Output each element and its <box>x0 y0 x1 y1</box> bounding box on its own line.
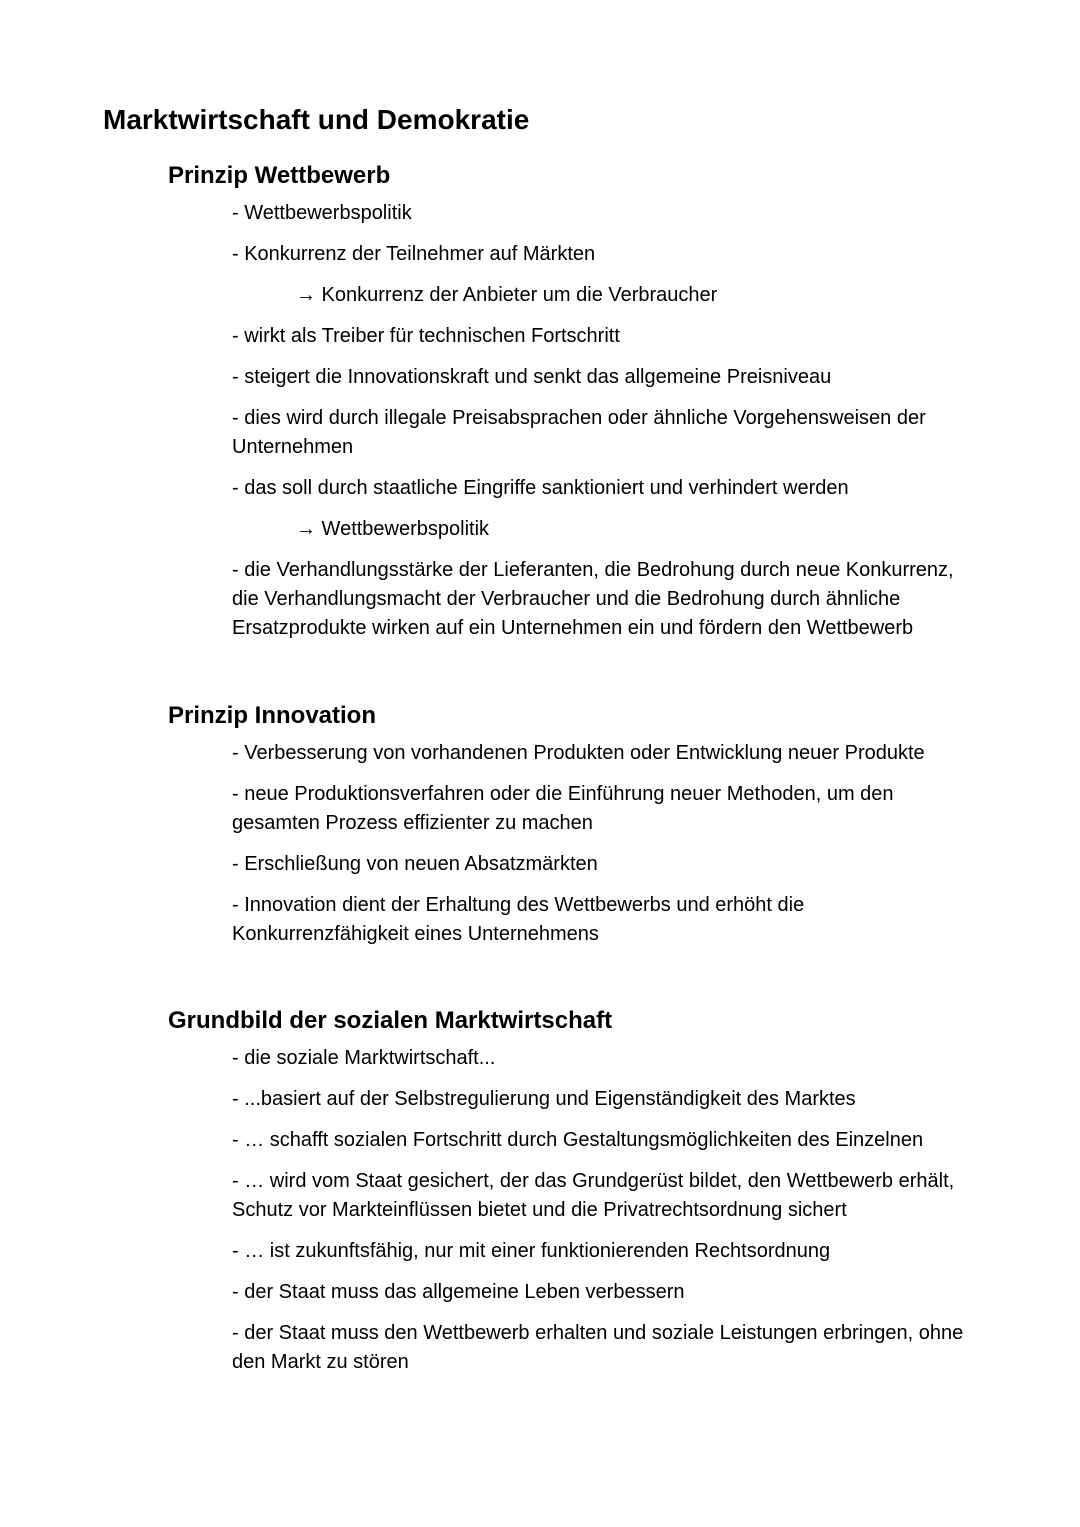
list-item: - Verbesserung von vorhandenen Produkten oder Entwicklung neuer Produkte <box>232 742 925 764</box>
list-item: - wirkt als Treiber für technischen Fortschritt <box>232 325 620 347</box>
arrow-list-item: → Konkurrenz der Anbieter um die Verbraucher <box>296 284 718 306</box>
list-item: - der Staat muss das allgemeine Leben verbessern <box>232 1281 685 1303</box>
list-item: - steigert die Innovationskraft und senkt das allgemeine Preisniveau <box>232 366 832 388</box>
section-heading: Prinzip Wettbewerb <box>168 162 391 189</box>
list-item: - Konkurrenz der Teilnehmer auf Märkten <box>232 243 596 265</box>
document-title: Marktwirtschaft und Demokratie <box>103 104 530 135</box>
list-item: - … ist zukunftsfähig, nur mit einer funktionierenden Rechtsordnung <box>232 1240 831 1262</box>
list-item: - dies wird durch illegale Preisabsprachen oder ähnliche Vorgehensweisen der Unternehmen <box>232 407 926 458</box>
list-item: - ...basiert auf der Selbstregulierung und Eigenständigkeit des Marktes <box>232 1088 856 1110</box>
list-item: - Wettbewerbspolitik <box>232 202 412 224</box>
list-item: - Erschließung von neuen Absatzmärkten <box>232 853 598 875</box>
section-soziale-marktwirtschaft <box>0 1005 1080 1377</box>
list-item: - der Staat muss den Wettbewerb erhalten und soziale Leistungen erbringen, ohne den Markt zu stören <box>232 1322 964 1373</box>
section-heading: Prinzip Innovation <box>168 702 376 729</box>
list-item: - Innovation dient der Erhaltung des Wettbewerbs und erhöht die Konkurrenzfähigkeit eines Unternehmens <box>232 894 805 945</box>
section-innovation <box>0 700 1080 949</box>
list-item: - die soziale Marktwirtschaft... <box>232 1047 496 1069</box>
list-item: - die Verhandlungsstärke der Lieferanten, die Bedrohung durch neue Konkurrenz, die Verhandlungsmacht der Verbraucher und die Bedrohung durch ähnliche Ersatzprodukte wirken auf ein Unternehmen ein und fördern den Wettbewerb <box>232 559 954 639</box>
list-item: - neue Produktionsverfahren oder die Einführung neuer Methoden, um den gesamten Prozess effizienter zu machen <box>232 783 894 834</box>
list-item: - das soll durch staatliche Eingriffe sanktioniert und verhindert werden <box>232 477 849 499</box>
list-item: - … wird vom Staat gesichert, der das Grundgerüst bildet, den Wettbewerb erhält, Schutz vor Markteinflüssen bietet und die Privatrechtsordnung sichert <box>232 1170 955 1221</box>
list-item: - … schafft sozialen Fortschritt durch Gestaltungsmöglichkeiten des Einzelnen <box>232 1129 924 1151</box>
arrow-list-item: → Wettbewerbspolitik <box>296 518 490 540</box>
section-heading: Grundbild der sozialen Marktwirtschaft <box>168 1007 613 1034</box>
section-wettbewerb <box>0 160 1080 643</box>
